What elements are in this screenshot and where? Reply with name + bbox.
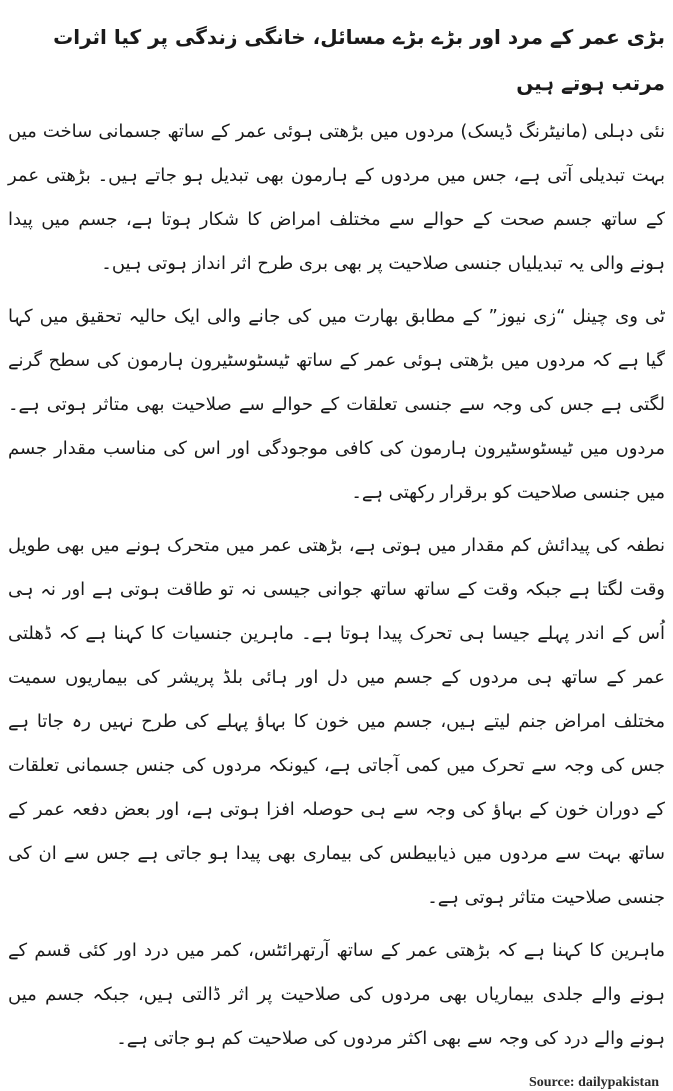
source-line (8, 1071, 665, 1091)
paragraph-research: ٹی وی چینل “زی نیوز” کے مطابق بھارت میں کی جانے والی ایک حالیہ تحقیق میں کہا گیا ہے کہ مردوں میں بڑھتی ہوئی عمر کے ساتھ ٹیسٹوسٹیرون ہارمون کی سطح گرنے لگتی ہے جس کی وجہ سے جنسی تعلقات کے حوالے سے صلاحیت بھی متاثر ہوتی ہے۔ مردوں میں ٹیسٹوسٹیرون ہارمون کی کافی موجودگی اور اس کی مناسب مقدار جسم میں جنسی صلاحیت کو برقرار رکھتی ہے۔ (8, 306, 665, 503)
headline: بڑی عمر کے مرد اور بڑے بڑے مسائل، خانگی زندگی پر کیا اثرات مرتب ہوتے ہیں (53, 25, 665, 95)
paragraph-effects: نطفہ کی پیدائش کم مقدار میں ہوتی ہے، بڑھتی عمر میں متحرک ہونے میں بھی طویل وقت لگتا ہے جبکہ وقت کے ساتھ ساتھ جوانی جیسی نہ تو طاقت ہوتی ہے اور نہ ہی اُس کے اندر پہلے جیسا ہی تحرک پیدا ہوتا ہے۔ ماہرین جنسیات کا کہنا ہے کہ ڈھلتی عمر کے ساتھ ہی مردوں کے جسم میں دل اور ہائی بلڈ پریشر کی بیماریوں سمیت مختلف امراض جنم لیتے ہیں، جسم میں خون کا بہاؤ پہلے کی طرح نہیں رہ جاتا ہے جس کی وجہ سے تحرک میں کمی آجاتی ہے، کیونکہ مردوں کی جنس جسمانی تعلقات کے دوران خون کے بہاؤ کی وجہ سے ہی حوصلہ افزا ہوتی ہے، اور بعض دفعہ عمر کے ساتھ بہت سے مردوں میں ذیابیطس کی بیماری بھی پیدا ہو جاتی ہے جس سے ان کی جنسی صلاحیت متاثر ہوتی ہے۔ (8, 535, 665, 908)
paragraph-intro: نئی دہلی (مانیٹرنگ ڈیسک) مردوں میں بڑھتی ہوئی عمر کے ساتھ جسمانی ساخت میں بہت تبدیلی آتی ہے، جس میں مردوں کے ہارمون بھی تبدیل ہو جاتے ہیں۔ بڑھتی عمر کے ساتھ جسم صحت کے حوالے سے مختلف امراض کا شکار ہوتا ہے، جسم میں پیدا ہونے والی یہ تبدیلیاں جنسی صلاحیت پر بھی بری طرح اثر انداز ہوتی ہیں۔ (8, 121, 665, 274)
paragraph-experts: ماہرین کا کہنا ہے کہ بڑھتی عمر کے ساتھ آرتھرائٹس، کمر میں درد اور کئی قسم کے ہونے والے جلدی بیماریاں بھی مردوں کی صلاحیت پر اثر ڈالتی ہیں، جبکہ جسم میں ہونے والے درد کی وجہ سے بھی اکثر مردوں کی صلاحیت کم ہو جاتی ہے۔ (8, 940, 665, 1049)
source-text: Source: dailypakistan (528, 1075, 659, 1090)
